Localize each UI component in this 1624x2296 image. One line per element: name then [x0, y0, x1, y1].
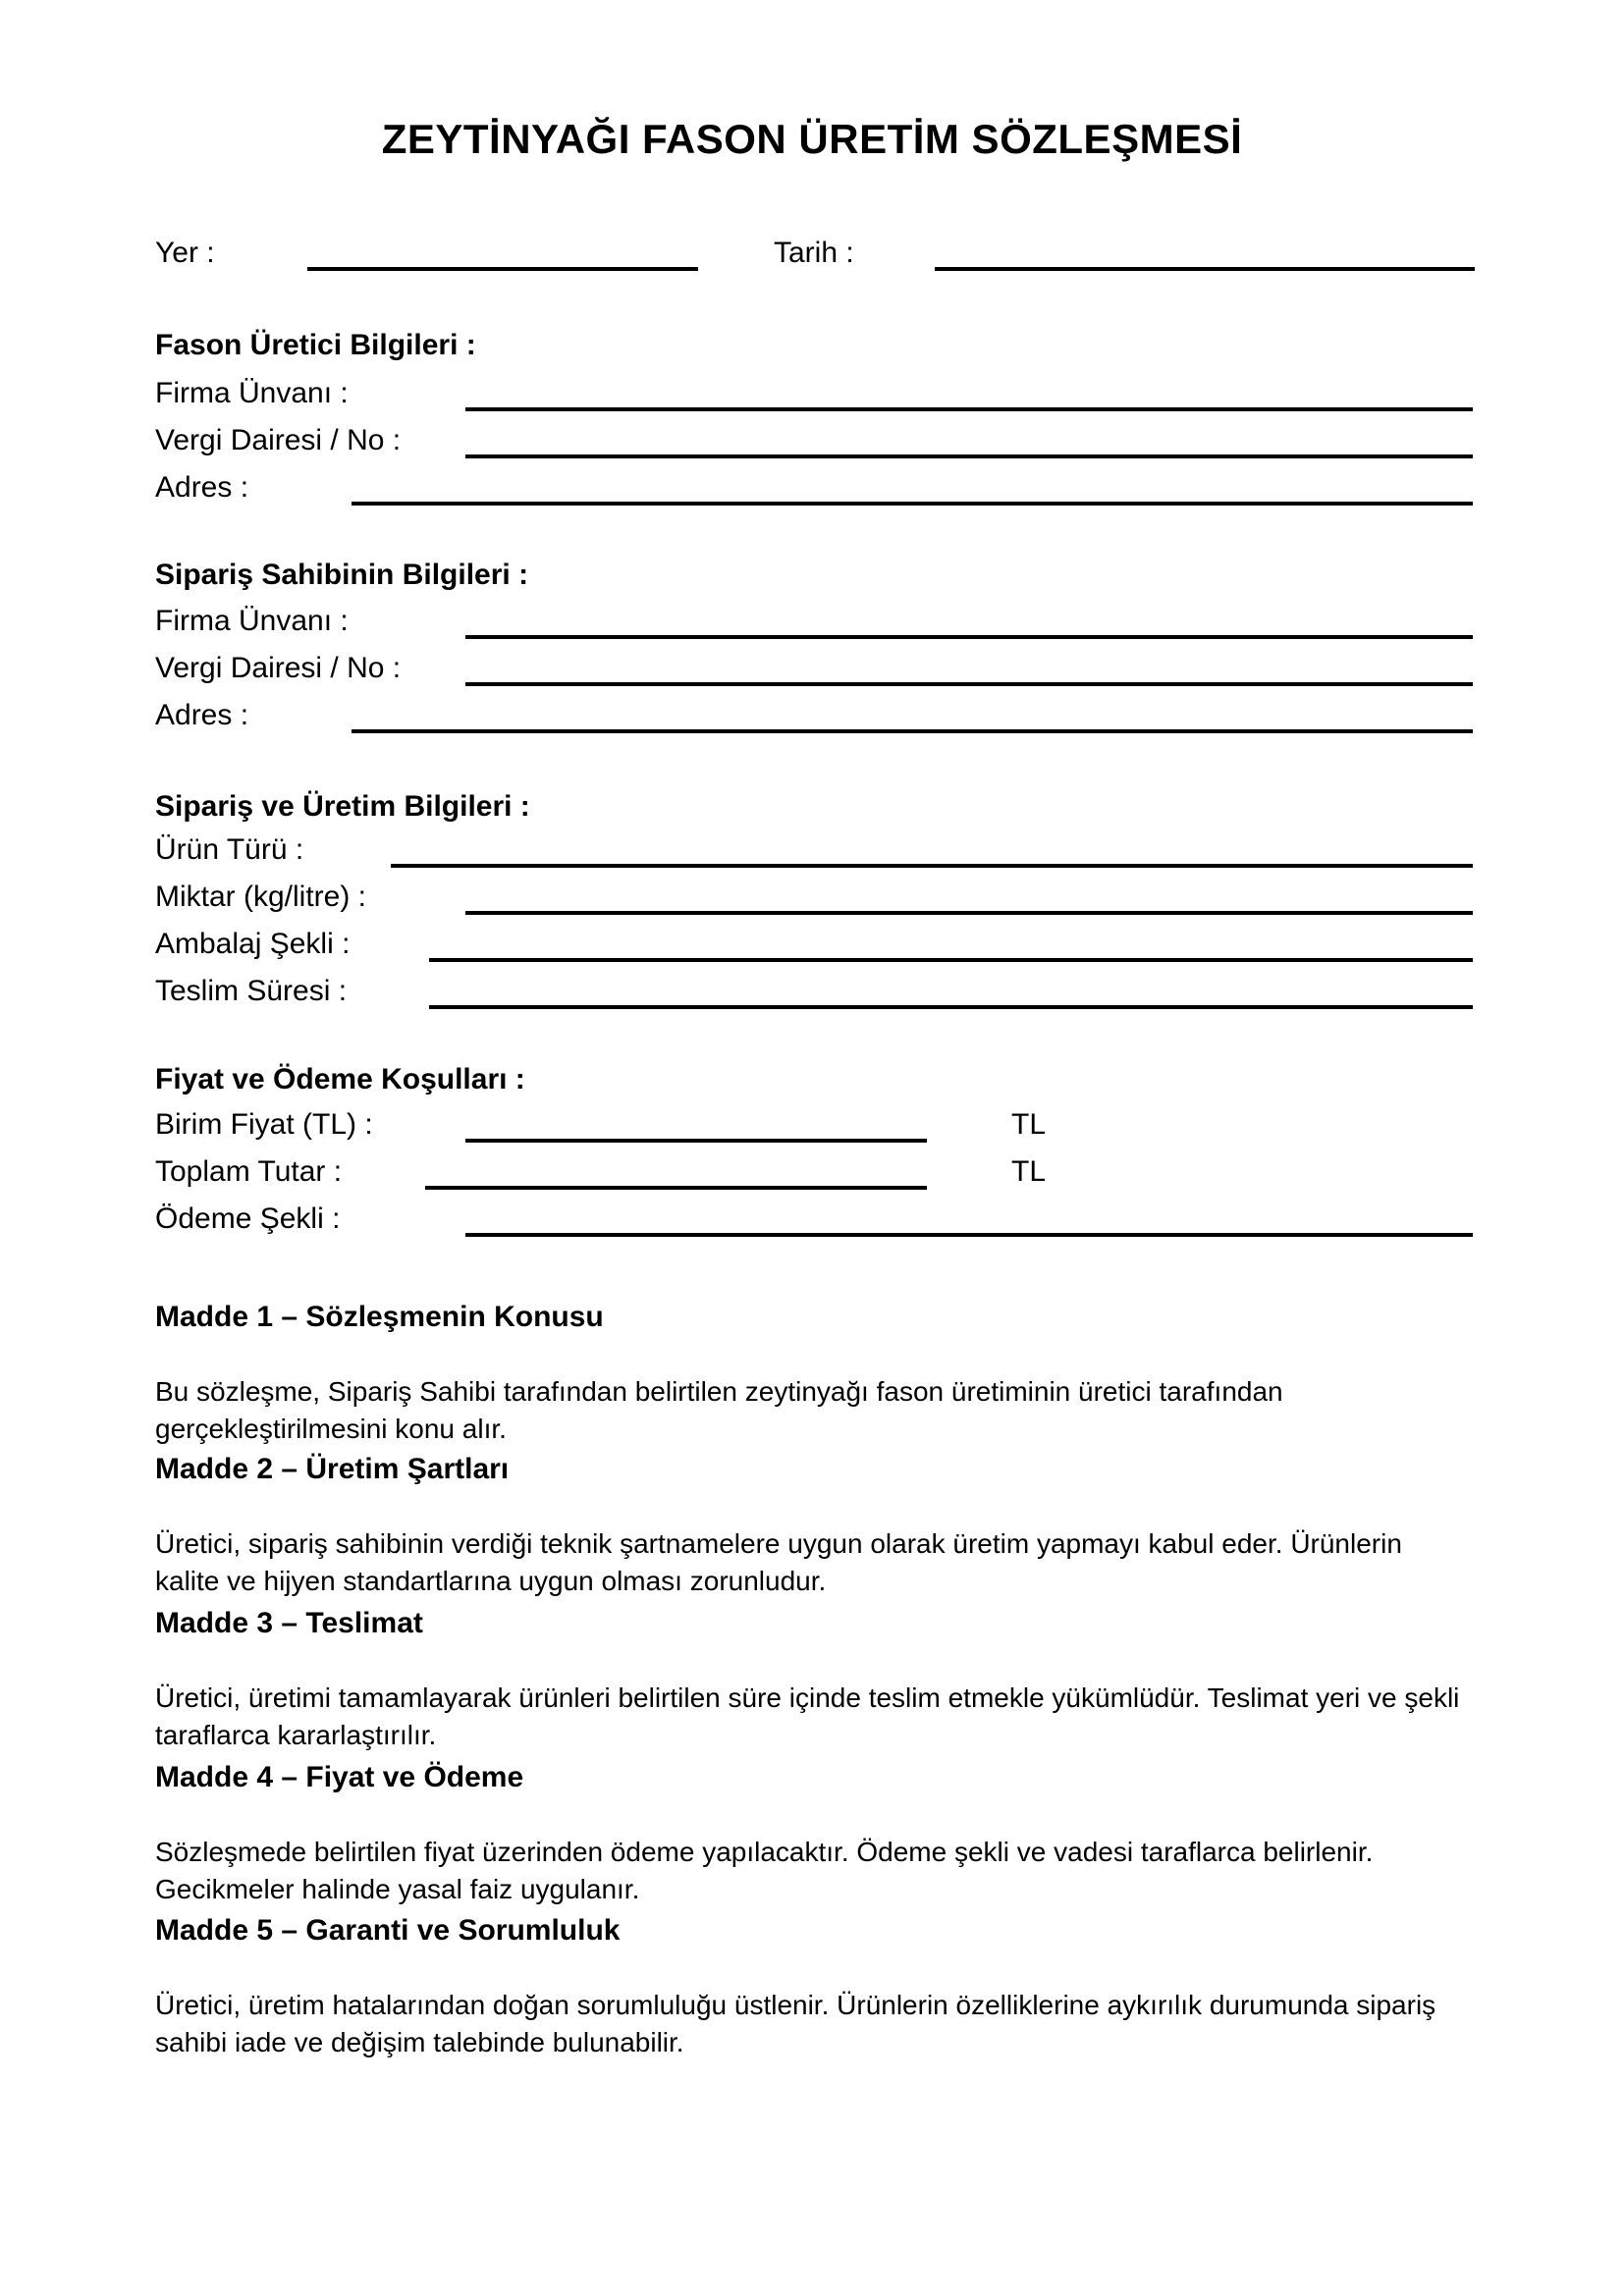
teslim-suresi-line	[429, 1005, 1473, 1009]
birim-fiyat-line	[465, 1139, 927, 1143]
yer-label: Yer :	[155, 237, 215, 269]
teslim-suresi-label: Teslim Süresi :	[155, 975, 348, 1007]
producer-adres-line	[352, 502, 1473, 506]
urun-turu-label: Ürün Türü :	[155, 833, 304, 866]
article-5-heading: Madde 5 – Garanti ve Sorumluluk	[155, 1914, 621, 1947]
toplam-tutar-line	[425, 1186, 927, 1190]
ambalaj-sekli-label: Ambalaj Şekli :	[155, 928, 351, 960]
article-5-body: Üretici, üretim hatalarından doğan sorumluluğu üstlenir. Ürünlerin özelliklerine aykırılık durumunda sipariş sahibi iade ve değişim talebinde bulunabilir.	[155, 1990, 1436, 2057]
article-1-body: Bu sözleşme, Sipariş Sahibi tarafından belirtilen zeytinyağı fason üretiminin üretici tarafından gerçekleştirilmesini konu alır.	[155, 1376, 1283, 1444]
section-heading-producer: Fason Üretici Bilgileri :	[155, 329, 476, 361]
producer-vergi-dairesi-line	[465, 454, 1473, 458]
orderer-adres-label: Adres :	[155, 699, 249, 731]
orderer-vergi-dairesi-line	[465, 682, 1473, 686]
producer-vergi-dairesi-label: Vergi Dairesi / No :	[155, 424, 402, 456]
tarih-field-line	[935, 267, 1475, 271]
toplam-tutar-currency: TL	[1011, 1155, 1047, 1188]
yer-field-line	[307, 267, 698, 271]
producer-firma-unvani-label: Firma Ünvanı :	[155, 377, 349, 409]
tarih-label: Tarih :	[774, 237, 854, 269]
article-4-body: Sözleşmede belirtilen fiyat üzerinden ödeme yapılacaktır. Ödeme şekli ve vadesi taraflarca belirlenir. Gecikmeler halinde yasal faiz uygulanır.	[155, 1837, 1374, 1904]
article-2-heading: Madde 2 – Üretim Şartları	[155, 1453, 510, 1485]
section-heading-orderer: Sipariş Sahibinin Bilgileri :	[155, 559, 529, 591]
article-3-heading: Madde 3 – Teslimat	[155, 1607, 423, 1639]
article-2-body: Üretici, sipariş sahibinin verdiği teknik şartnamelere uygun olarak üretim yapmayı kabul eder. Ürünlerin kalite ve hijyen standartlarına uygun olması zorunludur.	[155, 1528, 1402, 1596]
article-1-heading: Madde 1 – Sözleşmenin Konusu	[155, 1301, 604, 1333]
article-3-body: Üretici, üretimi tamamlayarak ürünleri belirtilen süre içinde teslim etmekle yükümlüdür. Teslimat yeri ve şekli taraflarca kararlaştırılır.	[155, 1682, 1460, 1750]
toplam-tutar-label: Toplam Tutar :	[155, 1155, 343, 1188]
orderer-firma-unvani-line	[465, 635, 1473, 639]
ambalaj-sekli-line	[429, 958, 1473, 962]
odeme-sekli-line	[465, 1233, 1473, 1237]
document-title: ZEYTİNYAĞI FASON ÜRETİM SÖZLEŞMESİ	[381, 116, 1243, 162]
urun-turu-line	[391, 864, 1473, 868]
section-heading-price-payment: Fiyat ve Ödeme Koşulları :	[155, 1063, 525, 1095]
article-4-heading: Madde 4 – Fiyat ve Ödeme	[155, 1761, 524, 1793]
birim-fiyat-currency: TL	[1011, 1108, 1047, 1141]
orderer-vergi-dairesi-label: Vergi Dairesi / No :	[155, 652, 402, 684]
producer-firma-unvani-line	[465, 407, 1473, 411]
miktar-label: Miktar (kg/litre) :	[155, 881, 367, 913]
miktar-line	[465, 911, 1473, 915]
birim-fiyat-label: Birim Fiyat (TL) :	[155, 1108, 373, 1141]
producer-adres-label: Adres :	[155, 471, 249, 504]
orderer-firma-unvani-label: Firma Ünvanı :	[155, 605, 349, 637]
section-heading-order-production: Sipariş ve Üretim Bilgileri :	[155, 790, 530, 823]
orderer-adres-line	[352, 729, 1473, 733]
odeme-sekli-label: Ödeme Şekli :	[155, 1202, 341, 1235]
